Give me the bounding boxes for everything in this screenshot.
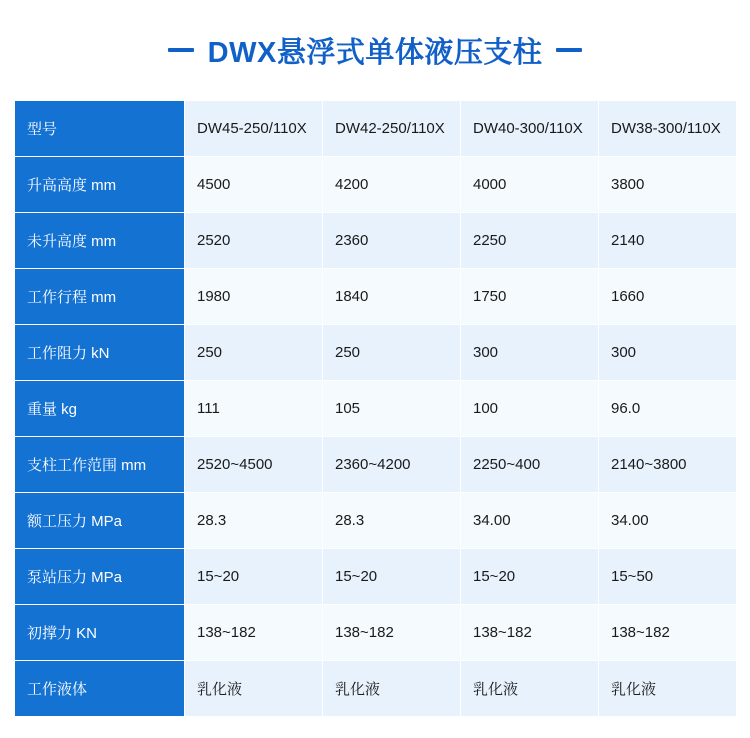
cell-setting-load-col3: 138~182 xyxy=(461,605,599,661)
cell-closed-height-col3: 2250 xyxy=(461,213,599,269)
title-left-dash-icon xyxy=(168,48,194,52)
specification-table xyxy=(14,100,737,717)
row-header-working-range: 支柱工作范围 mm xyxy=(15,437,185,493)
cell-rated-pressure-col1: 28.3 xyxy=(185,493,323,549)
cell-working-fluid-col3: 乳化液 xyxy=(461,661,599,717)
row-header-model: 型号 xyxy=(15,101,185,157)
cell-model-col2: DW42-250/110X xyxy=(323,101,461,157)
row-header-closed-height: 未升高度 mm xyxy=(15,213,185,269)
cell-model-col3: DW40-300/110X xyxy=(461,101,599,157)
title-right-dash-icon xyxy=(556,48,582,52)
page-title xyxy=(14,0,736,100)
row-header-working-stroke: 工作行程 mm xyxy=(15,269,185,325)
cell-working-stroke-col2: 1840 xyxy=(323,269,461,325)
cell-extended-height-col1: 4500 xyxy=(185,157,323,213)
cell-pump-pressure-col3: 15~20 xyxy=(461,549,599,605)
cell-model-col4: DW38-300/110X xyxy=(599,101,737,157)
page-title-text: DWX悬浮式单体液压支柱 xyxy=(207,36,543,69)
cell-working-resistance-col2: 250 xyxy=(323,325,461,381)
table-row xyxy=(15,549,737,605)
cell-model-col1: DW45-250/110X xyxy=(185,101,323,157)
cell-closed-height-col4: 2140 xyxy=(599,213,737,269)
cell-working-resistance-col3: 300 xyxy=(461,325,599,381)
cell-working-fluid-col2: 乳化液 xyxy=(323,661,461,717)
table-row xyxy=(15,605,737,661)
cell-extended-height-col2: 4200 xyxy=(323,157,461,213)
cell-working-resistance-col4: 300 xyxy=(599,325,737,381)
cell-rated-pressure-col4: 34.00 xyxy=(599,493,737,549)
cell-pump-pressure-col1: 15~20 xyxy=(185,549,323,605)
cell-closed-height-col2: 2360 xyxy=(323,213,461,269)
cell-rated-pressure-col2: 28.3 xyxy=(323,493,461,549)
row-header-working-resistance: 工作阻力 kN xyxy=(15,325,185,381)
table-row xyxy=(15,437,737,493)
row-header-extended-height: 升高高度 mm xyxy=(15,157,185,213)
cell-rated-pressure-col3: 34.00 xyxy=(461,493,599,549)
cell-closed-height-col1: 2520 xyxy=(185,213,323,269)
cell-working-resistance-col1: 250 xyxy=(185,325,323,381)
cell-working-stroke-col3: 1750 xyxy=(461,269,599,325)
cell-setting-load-col2: 138~182 xyxy=(323,605,461,661)
cell-weight-col1: 111 xyxy=(185,381,323,437)
table-row xyxy=(15,661,737,717)
cell-weight-col4: 96.0 xyxy=(599,381,737,437)
cell-weight-col3: 100 xyxy=(461,381,599,437)
row-header-weight: 重量 kg xyxy=(15,381,185,437)
cell-working-stroke-col1: 1980 xyxy=(185,269,323,325)
table-row xyxy=(15,381,737,437)
table-row xyxy=(15,325,737,381)
cell-working-range-col3: 2250~400 xyxy=(461,437,599,493)
table-row xyxy=(15,269,737,325)
row-header-pump-pressure: 泵站压力 MPa xyxy=(15,549,185,605)
cell-working-stroke-col4: 1660 xyxy=(599,269,737,325)
table-row xyxy=(15,157,737,213)
cell-pump-pressure-col4: 15~50 xyxy=(599,549,737,605)
row-header-setting-load: 初撑力 KN xyxy=(15,605,185,661)
cell-pump-pressure-col2: 15~20 xyxy=(323,549,461,605)
cell-setting-load-col1: 138~182 xyxy=(185,605,323,661)
cell-weight-col2: 105 xyxy=(323,381,461,437)
table-row xyxy=(15,101,737,157)
cell-extended-height-col4: 3800 xyxy=(599,157,737,213)
cell-working-range-col4: 2140~3800 xyxy=(599,437,737,493)
table-row xyxy=(15,213,737,269)
table-body xyxy=(15,101,737,717)
cell-working-range-col1: 2520~4500 xyxy=(185,437,323,493)
cell-extended-height-col3: 4000 xyxy=(461,157,599,213)
cell-working-fluid-col4: 乳化液 xyxy=(599,661,737,717)
row-header-rated-pressure: 额工压力 MPa xyxy=(15,493,185,549)
table-row xyxy=(15,493,737,549)
cell-working-fluid-col1: 乳化液 xyxy=(185,661,323,717)
cell-working-range-col2: 2360~4200 xyxy=(323,437,461,493)
row-header-working-fluid: 工作液体 xyxy=(15,661,185,717)
cell-setting-load-col4: 138~182 xyxy=(599,605,737,661)
